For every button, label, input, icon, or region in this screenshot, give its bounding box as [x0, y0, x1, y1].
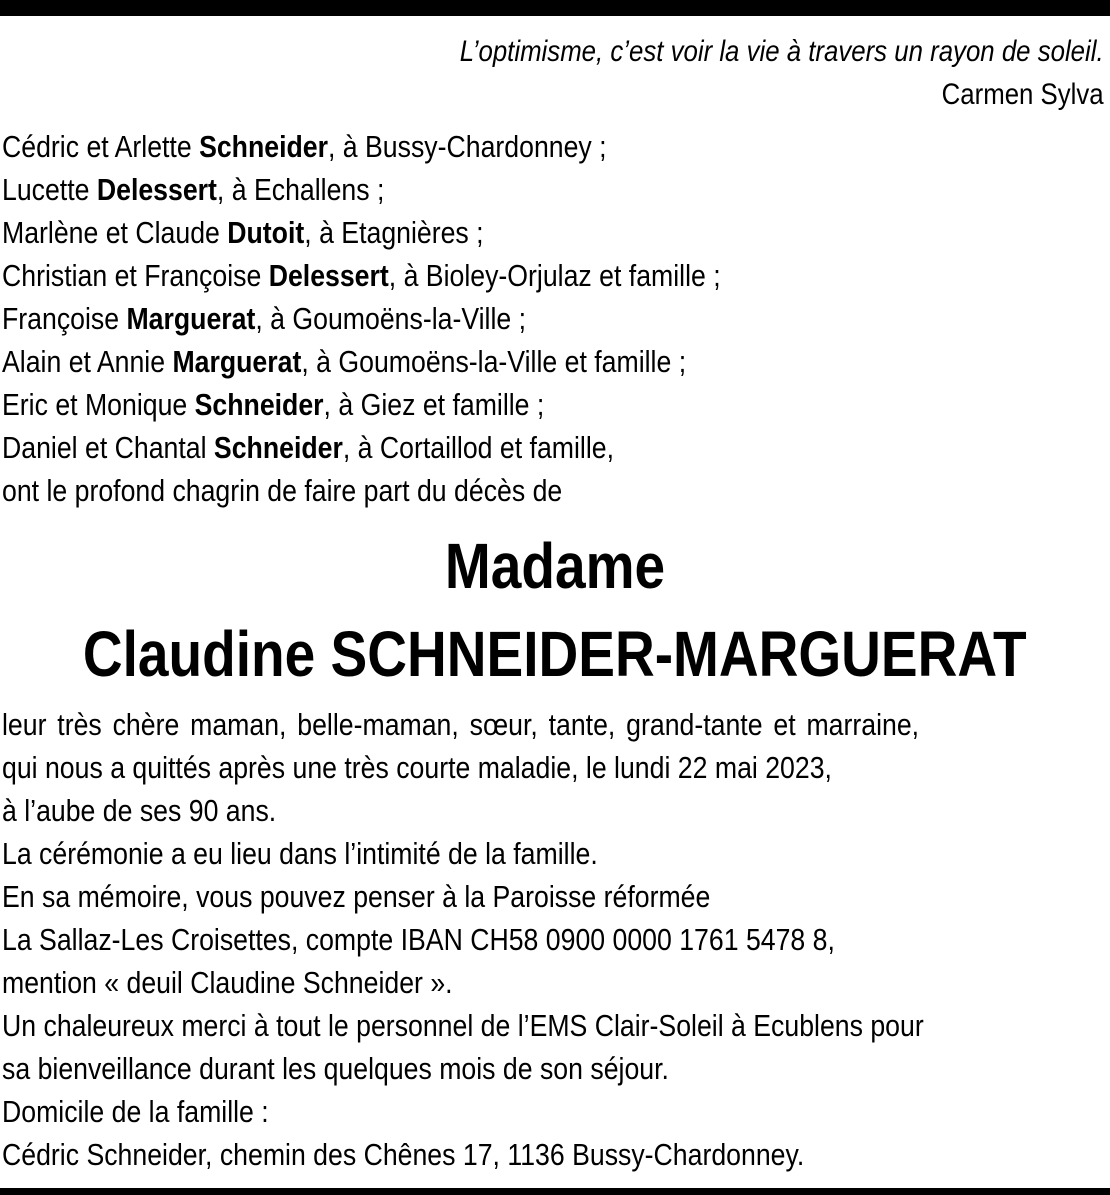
family-line-post: , à Giez et famille ; [323, 387, 545, 422]
family-surname: Schneider [213, 430, 343, 465]
family-surname: Delessert [96, 172, 217, 207]
family-surname: Marguerat [172, 344, 302, 379]
top-border-rule [0, 0, 1110, 16]
family-line-pre: Eric et Monique [2, 387, 195, 422]
body-line: Domicile de la famille : [2, 1094, 269, 1129]
body-line: leur très chère maman, belle-maman, sœur, tante, grand-tante et marraine, [2, 707, 920, 742]
family-surname: Dutoit [227, 215, 305, 250]
body-line: Un chaleureux merci à tout le personnel de l’EMS Clair-Soleil à Ecublens pour [2, 1008, 924, 1043]
body-line: mention « deuil Claudine Schneider ». [2, 965, 453, 1000]
family-line-pre: Christian et Françoise [2, 258, 269, 293]
body-line: qui nous a quittés après une très courte maladie, le lundi 22 mai 2023, [2, 750, 832, 785]
family-surname: Schneider [194, 387, 324, 422]
body-line: Cédric Schneider, chemin des Chênes 17, 1136 Bussy-Chardonney. [2, 1137, 805, 1172]
bottom-border-rule [0, 1188, 1110, 1195]
deceased-title [0, 522, 1110, 610]
epigraph [460, 30, 1104, 116]
epigraph-author: Carmen Sylva [941, 78, 1104, 111]
family-line-pre: Daniel et Chantal [2, 430, 214, 465]
family-surname: Delessert [268, 258, 389, 293]
family-line-post: , à Cortaillod et famille, [342, 430, 615, 465]
family-line [2, 297, 721, 340]
family-line-post: , à Bussy-Chardonney ; [327, 129, 607, 164]
family-line-pre: Alain et Annie [2, 344, 173, 379]
family-list [2, 125, 721, 512]
deceased-name [0, 610, 1110, 698]
announcement-line: ont le profond chagrin de faire part du décès de [2, 473, 563, 508]
deceased-name-text: Claudine SCHNEIDER-MARGUERAT [83, 618, 1027, 690]
body-line: En sa mémoire, vous pouvez penser à la Paroisse réformée [2, 879, 711, 914]
family-line-pre: Françoise [2, 301, 127, 336]
body-line: à l’aube de ses 90 ans. [2, 793, 277, 828]
family-line [2, 383, 721, 426]
family-line-pre: Cédric et Arlette [2, 129, 200, 164]
family-line [2, 340, 721, 383]
family-line [2, 125, 721, 168]
family-line-post: , à Goumoëns-la-Ville et famille ; [301, 344, 687, 379]
body-line: La cérémonie a eu lieu dans l’intimité de la famille. [2, 836, 598, 871]
family-line-pre: Marlène et Claude [2, 215, 228, 250]
family-line-pre: Lucette [2, 172, 97, 207]
body-line: sa bienveillance durant les quelques mois de son séjour. [2, 1051, 669, 1086]
epigraph-quote: L’optimisme, c’est voir la vie à travers un rayon de soleil. [460, 35, 1104, 68]
family-line [2, 168, 721, 211]
family-line-post: , à Goumoëns-la-Ville ; [255, 301, 527, 336]
body-line: La Sallaz-Les Croisettes, compte IBAN CH58 0900 0000 1761 5478 8, [2, 922, 835, 957]
family-surname: Schneider [199, 129, 328, 164]
deceased-title-text: Madame [444, 530, 666, 602]
family-line-post: , à Etagnières ; [304, 215, 484, 250]
notice-body [2, 703, 924, 1176]
family-line [2, 254, 721, 297]
family-line [2, 211, 721, 254]
family-line [2, 426, 721, 469]
family-line-post: , à Bioley-Orjulaz et famille ; [388, 258, 721, 293]
family-surname: Marguerat [126, 301, 256, 336]
family-line-post: , à Echallens ; [216, 172, 385, 207]
